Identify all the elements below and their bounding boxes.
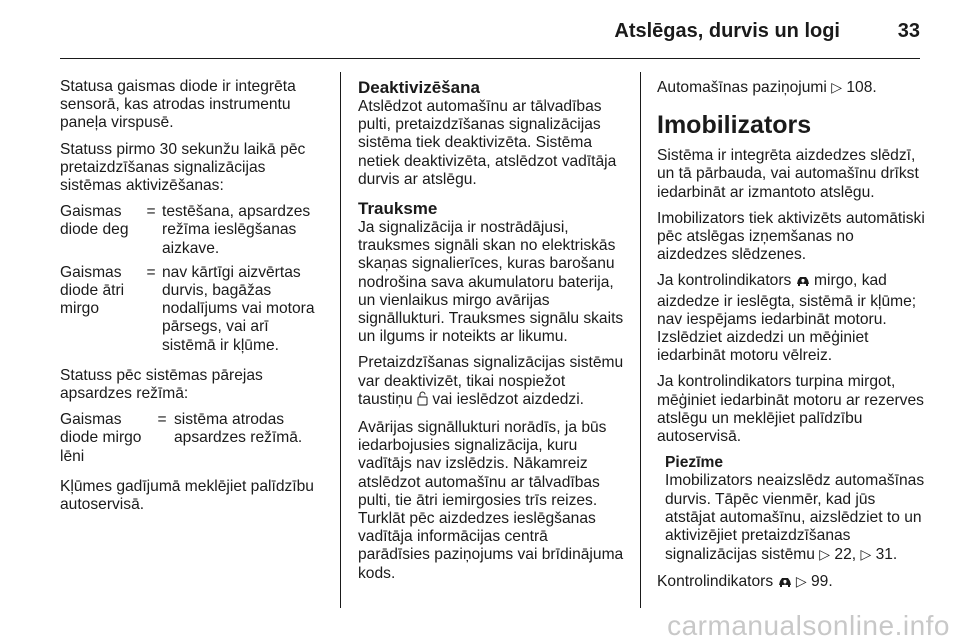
immobilizer-intro: Sistēma ir integrēta aizdedzes slēdzī, un tā pārbauda, vai automašīnu drīkst iedarbināt ar izmantoto atslēgu. [657,147,919,201]
definition-term: Gaismas diode ātri mirgo [60,263,125,318]
equals-sign: = [146,203,156,221]
immobilizer-fault-paragraph [657,272,925,365]
definition-row [60,264,322,355]
immobilizer-fault-text-cont: mirgo, kad aizdedze ir ieslēgta, sistēmā ir kļūme; nav iespējams iedarbināt motoru. Izslēdziet aizdedzi un mēģiniet iedarbināt motoru vēlreiz. [657,272,917,365]
hazard-lights-paragraph: Avārijas signāllukturi norādīs, ja būs iedarbojusies signalizācija, kuru vadītājs nav izslēdzis. Nākamreiz atslēdzot automašīnu ar tālvadības pulti, tie ātri iemirgosies trīs reizes. Turklāt pēc aizdedzes ieslēgšanas vadītāja informācijas centrā parādīsies paziņojums vai brīdinājuma kods. [358,419,624,582]
note-text: Imobilizators neaizslēdz automašīnas durvis. Tāpēc vienmēr, kad jūs atstājat automašīnu, aizslēdziet to un aktivizējiet pretaizdzīšanas signalizācijas sistēmu [665,472,925,564]
page-ref-arrow-icon: ▷ [819,546,831,563]
indicator-ref [657,572,925,593]
column-middle [358,78,624,591]
indicator-page-ref[interactable]: 99. [810,573,833,591]
status-armed-paragraph: Statuss pēc sistēmas pārejas apsardzes režīmā: [60,366,263,403]
immobilizer-activation: Imobilizators tiek aktivizēts automātiski pēc atslēgas izņemšanas no aizdedzes slēdzenes. [657,209,925,264]
column-divider [340,72,341,608]
column-left [60,78,322,522]
alarm-deactivate-paragraph [358,354,624,411]
immobilizer-car-key-icon [796,274,810,292]
indicator-ref-text: Kontrolindikators [657,573,774,591]
status-led-paragraph: Statusa gaismas diode ir integrēta sensorā, kas atrodas instrumentu paneļa virspusē. [60,78,296,132]
vehicle-messages-page[interactable]: 108. [846,79,877,96]
note-page-ref-1[interactable]: 22, [834,546,857,564]
immobilizer-spare-key: Ja kontrolindikators turpina mirgot, mēģiniet iedarbināt motoru ar rezerves atslēgu un meklējiet palīdzību autoservisā. [657,373,924,446]
alarm-deactivate-text-cont: vai ieslēdzot aizdedzi. [432,390,585,408]
equals-sign: = [146,263,156,281]
watermark: carmanualsonline.info [667,610,950,641]
status-first-30s-paragraph: Statuss pirmo 30 sekunžu laikā pēc pretaizdzīšanas signalizācijas sistēmas aktivizēšanas: [60,140,306,195]
definition-term: Gaismas diode deg [60,203,129,239]
immobilizer-fault-text: Ja kontrolindikators [657,272,792,290]
heading-deactivation: Deaktivizēšana [358,78,480,97]
note-title: Piezīme [665,454,724,472]
alarm-deactivate-text: Pretaizdzīšanas signalizācijas sistēmu var deaktivizēt, tikai nospiežot taustiņu [358,354,624,408]
immobilizer-car-key-icon [778,575,792,593]
page-header [60,0,920,59]
note-box [665,454,925,564]
definition-description: testēšana, apsardzes režīma ieslēgšanas aizkave. [162,203,311,257]
definition-description: nav kārtīgi aizvērtas durvis, bagāžas nodalījums vai motora pārsegs, vai arī sistēmā ir kļūme. [162,263,315,354]
status-table-activation [60,203,322,355]
page-number: 33 [897,20,920,42]
fault-help-paragraph: Kļūmes gadījumā meklējiet palīdzību autoservisā. [60,477,314,514]
column-divider [640,72,641,608]
page-ref-arrow-icon: ▷ [795,573,807,590]
page-ref-arrow-icon: ▷ [831,79,843,95]
definition-term: Gaismas diode mirgo lēni [60,411,142,465]
unlock-key-icon [417,391,428,411]
definition-description: sistēma atrodas apsardzes režīmā. [174,411,303,447]
status-table-armed [60,411,322,466]
heading-alarm: Trauksme [358,199,438,219]
heading-immobilizer: Imobilizators [657,111,812,140]
page-ref-arrow-icon: ▷ [860,546,872,563]
alarm-paragraph: Ja signalizācija ir nostrādājusi, trauksmes signāli skan no elektriskās skaņas signalierīces, kuras barošanu nodrošina sava akumulatoru baterija, un vienlaikus mirgo avārijas signāllukturi. Trauksmes signālu skaits un ilgums ir noteikts ar likumu. [358,219,624,346]
note-body [665,472,925,564]
page-title: Atslēgas, durvis un logi [614,20,840,42]
definition-row [60,411,322,466]
column-right [657,78,925,602]
deactivation-paragraph: Atslēdzot automašīnu ar tālvadības pulti, pretaizdzīšanas signalizācijas sistēma tiek deaktivizēta. Sistēma netiek deaktivizēta, atslēdzot vadītāja durvis ar atslēgu. [358,98,617,188]
equals-sign: = [157,411,167,429]
definition-row [60,203,322,258]
vehicle-messages-ref [657,78,925,97]
note-page-ref-2[interactable]: 31. [875,546,898,564]
vehicle-messages-text: Automašīnas paziņojumi [657,79,827,96]
